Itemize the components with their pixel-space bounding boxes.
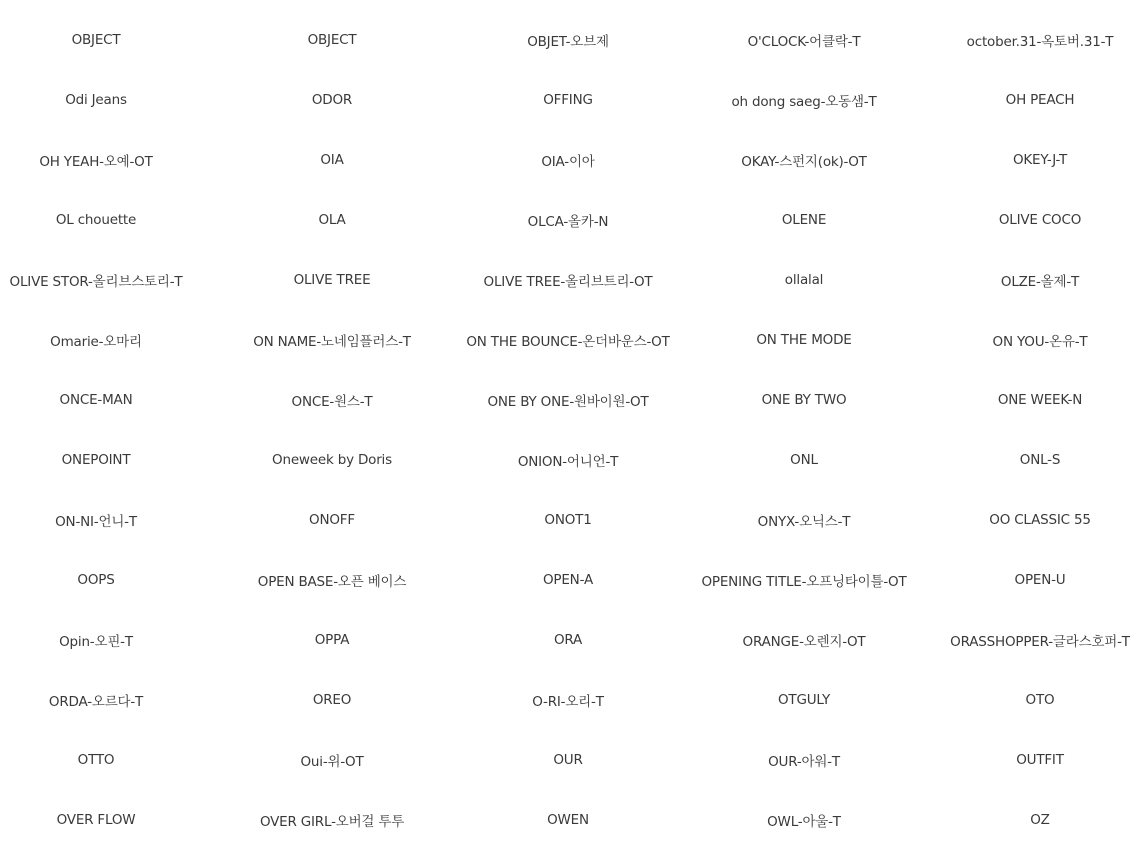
brand-list-cell	[192, 730, 472, 790]
brand-list-cell	[0, 310, 192, 370]
brand-list-cell	[944, 10, 1136, 70]
brand-list-cell	[472, 70, 664, 130]
brand-list-cell	[944, 790, 1136, 850]
brand-link[interactable]: ONE BY ONE-원바이원-OT	[487, 394, 649, 410]
brand-list-cell	[472, 490, 664, 550]
brand-list-cell	[0, 10, 192, 70]
brand-list-cell	[0, 730, 192, 790]
brand-link[interactable]: OPEN-U	[1014, 572, 1066, 588]
brand-list-cell	[944, 430, 1136, 490]
brand-link[interactable]: ONCE-MAN	[59, 392, 133, 408]
brand-list-cell	[472, 550, 664, 610]
brand-link[interactable]: october.31-옥토버.31-T	[966, 34, 1114, 50]
brand-link[interactable]: ONE BY TWO	[761, 392, 847, 408]
brand-link[interactable]: OVER GIRL-오버걸 투투	[259, 814, 405, 830]
brand-list-cell	[664, 550, 944, 610]
brand-list-cell	[0, 70, 192, 130]
brand-link[interactable]: ONYX-오닉스-T	[757, 514, 851, 530]
brand-list-cell	[0, 130, 192, 190]
brand-link[interactable]: OTO	[1025, 692, 1055, 708]
brand-link[interactable]: Oneweek by Doris	[272, 452, 392, 468]
brand-link[interactable]: OWL-아울-T	[767, 814, 841, 830]
brand-list-cell	[472, 10, 664, 70]
brand-link[interactable]: OLIVE COCO	[998, 212, 1082, 228]
brand-link[interactable]: ONION-어니언-T	[517, 454, 619, 470]
brand-list-cell	[0, 430, 192, 490]
brand-list-cell	[192, 670, 472, 730]
brand-list-grid	[0, 10, 1143, 850]
brand-list-cell	[664, 670, 944, 730]
brand-list-cell	[472, 190, 664, 250]
brand-list-cell	[0, 370, 192, 430]
brand-list-cell	[944, 190, 1136, 250]
brand-list-cell	[472, 670, 664, 730]
brand-list-cell	[944, 610, 1136, 670]
brand-link[interactable]: OLZE-올제-T	[1000, 274, 1080, 290]
brand-list-cell	[472, 730, 664, 790]
brand-list-cell	[664, 190, 944, 250]
brand-link[interactable]: OPPA	[314, 632, 350, 648]
brand-link[interactable]: ONL	[790, 452, 818, 468]
brand-list-cell	[944, 370, 1136, 430]
brand-link[interactable]: OPEN BASE-오픈 베이스	[257, 574, 407, 590]
brand-link[interactable]: ON THE MODE	[756, 332, 852, 348]
brand-list-cell	[664, 130, 944, 190]
brand-link[interactable]: OLIVE TREE	[293, 272, 371, 288]
brand-link[interactable]: O'CLOCK-어클락-T	[747, 34, 861, 50]
brand-list-cell	[664, 490, 944, 550]
brand-link[interactable]: Omarie-오마리	[50, 334, 142, 350]
brand-list-cell	[472, 370, 664, 430]
brand-list-cell	[944, 310, 1136, 370]
brand-link[interactable]: OH YEAH-오예-OT	[39, 154, 153, 170]
brand-list-cell	[664, 70, 944, 130]
brand-list-cell	[664, 790, 944, 850]
brand-list-cell	[944, 670, 1136, 730]
brand-link[interactable]: ONEPOINT	[61, 452, 131, 468]
brand-link[interactable]: OKAY-스펀지(ok)-OT	[741, 154, 867, 170]
brand-list-cell	[0, 790, 192, 850]
brand-list-cell	[944, 550, 1136, 610]
brand-link[interactable]: OKEY-J-T	[1012, 152, 1068, 168]
brand-link[interactable]: OIA	[320, 152, 344, 168]
brand-list-cell	[192, 790, 472, 850]
brand-list-cell	[664, 10, 944, 70]
brand-link[interactable]: OLCA-올카-N	[527, 214, 609, 230]
brand-link[interactable]: OUR	[553, 752, 583, 768]
brand-link[interactable]: ONOFF	[309, 512, 355, 528]
brand-link[interactable]: OIA-이아	[541, 154, 595, 170]
brand-link[interactable]: OL chouette	[55, 212, 137, 228]
brand-link[interactable]: O-RI-오리-T	[532, 694, 604, 710]
brand-list-cell	[192, 70, 472, 130]
brand-list-cell	[944, 490, 1136, 550]
brand-list-cell	[0, 550, 192, 610]
brand-link[interactable]: OZ	[1030, 812, 1050, 828]
brand-link[interactable]: ORA	[553, 632, 583, 648]
brand-link[interactable]: OLENE	[781, 212, 827, 228]
brand-link[interactable]: OPENING TITLE-오프닝타이틀-OT	[701, 574, 907, 590]
brand-list-cell	[944, 130, 1136, 190]
brand-list-cell	[192, 190, 472, 250]
brand-link[interactable]: ORDA-오르다-T	[48, 694, 144, 710]
brand-list-cell	[472, 430, 664, 490]
brand-link[interactable]: ON THE BOUNCE-온더바운스-OT	[466, 334, 670, 350]
brand-link[interactable]: OUR-아워-T	[768, 754, 840, 770]
brand-link[interactable]: OH PEACH	[1005, 92, 1075, 108]
brand-link[interactable]: ORASSHOPPER-글라스호퍼-T	[950, 634, 1130, 650]
brand-list-cell	[472, 130, 664, 190]
brand-link[interactable]: OLIVE TREE-올리브트리-OT	[483, 274, 653, 290]
brand-link[interactable]: oh dong saeg-오동샘-T	[731, 94, 877, 110]
brand-list-cell	[664, 250, 944, 310]
brand-list-cell	[0, 190, 192, 250]
brand-link[interactable]: OBJECT	[307, 32, 357, 48]
brand-link[interactable]: OOPS	[77, 572, 115, 588]
brand-list-cell	[192, 310, 472, 370]
brand-list-cell	[472, 790, 664, 850]
brand-list-cell	[472, 250, 664, 310]
brand-list-cell	[192, 490, 472, 550]
brand-list-cell	[192, 10, 472, 70]
brand-list-cell	[944, 730, 1136, 790]
brand-list-cell	[472, 610, 664, 670]
brand-list-cell	[192, 430, 472, 490]
brand-link[interactable]: Opin-오핀-T	[59, 634, 133, 650]
brand-link[interactable]: ORANGE-오렌지-OT	[742, 634, 866, 650]
brand-link[interactable]: OTGULY	[778, 692, 830, 708]
brand-list-cell	[664, 610, 944, 670]
brand-link[interactable]: ON YOU-온유-T	[992, 334, 1088, 350]
brand-list-cell	[192, 610, 472, 670]
brand-link[interactable]: OPEN-A	[542, 572, 593, 588]
brand-link[interactable]: ONL-S	[1019, 452, 1061, 468]
brand-link[interactable]: Oui-위-OT	[300, 754, 364, 770]
brand-list-cell	[944, 250, 1136, 310]
brand-link[interactable]: ON NAME-노네임플러스-T	[253, 334, 411, 350]
brand-list-cell	[192, 370, 472, 430]
brand-list-cell	[0, 250, 192, 310]
brand-list-cell	[466, 310, 670, 370]
brand-link[interactable]: OUTFIT	[1016, 752, 1064, 768]
brand-link[interactable]: OREO	[312, 692, 352, 708]
brand-link[interactable]: ON-NI-언니-T	[55, 514, 137, 530]
brand-link[interactable]: OWEN	[547, 812, 589, 828]
brand-list-cell	[0, 490, 192, 550]
brand-link[interactable]: ONOT1	[544, 512, 592, 528]
brand-link[interactable]: OTTO	[77, 752, 115, 768]
brand-list-cell	[0, 610, 192, 670]
brand-link[interactable]: ODOR	[311, 92, 353, 108]
brand-link[interactable]: OBJET-오브제	[527, 34, 609, 50]
brand-link[interactable]: ONCE-원스-T	[291, 394, 373, 410]
brand-link[interactable]: ollalal	[784, 272, 824, 288]
brand-list-cell	[192, 130, 472, 190]
brand-link[interactable]: OLIVE STOR-올리브스토리-T	[9, 274, 183, 290]
brand-list-cell	[944, 70, 1136, 130]
brand-link[interactable]: Odi Jeans	[65, 92, 127, 108]
brand-list-cell	[664, 310, 944, 370]
brand-link[interactable]: OLA	[318, 212, 346, 228]
brand-list-cell	[0, 670, 192, 730]
brand-link[interactable]: OVER FLOW	[56, 812, 136, 828]
brand-link[interactable]: OO CLASSIC 55	[989, 512, 1091, 528]
brand-link[interactable]: OBJECT	[71, 32, 121, 48]
brand-list-cell	[192, 550, 472, 610]
brand-list-cell	[664, 730, 944, 790]
brand-link[interactable]: ONE WEEK-N	[997, 392, 1083, 408]
brand-list-cell	[664, 430, 944, 490]
brand-link[interactable]: OFFING	[543, 92, 593, 108]
brand-list-cell	[192, 250, 472, 310]
brand-list-cell	[664, 370, 944, 430]
